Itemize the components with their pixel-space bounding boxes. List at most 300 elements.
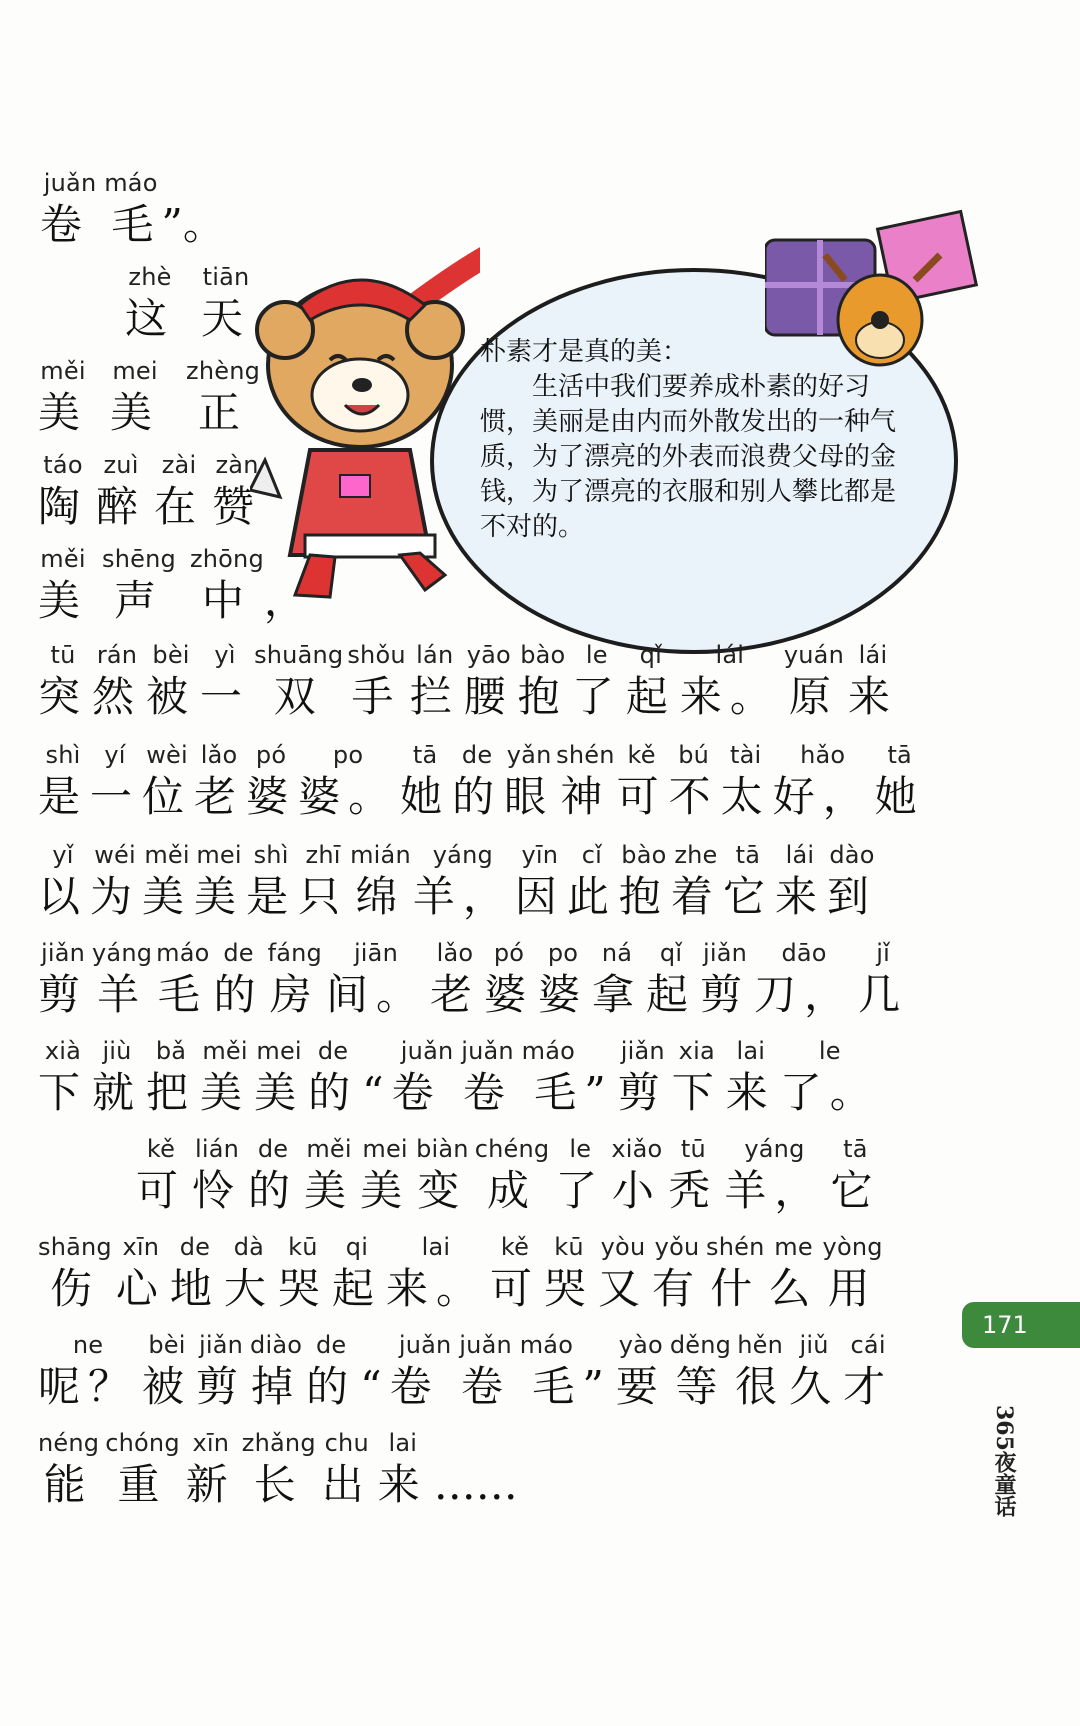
word bbox=[196, 1330, 246, 1414]
pinyin: mei bbox=[362, 1135, 408, 1163]
word bbox=[254, 1036, 304, 1120]
hanzi: 天 bbox=[201, 294, 252, 343]
hanzi: 来 bbox=[377, 1460, 428, 1509]
hanzi: 中 bbox=[201, 576, 252, 625]
word bbox=[298, 840, 348, 924]
word bbox=[125, 262, 175, 346]
pinyin: chéng bbox=[474, 1135, 550, 1163]
pinyin: lán bbox=[416, 641, 454, 669]
word bbox=[430, 938, 480, 1022]
word bbox=[154, 450, 204, 534]
pinyin: yǎn bbox=[506, 741, 552, 769]
pinyin: xia bbox=[678, 1037, 715, 1065]
hanzi: 么 bbox=[768, 1264, 819, 1313]
word bbox=[347, 640, 405, 724]
pinyin: kū bbox=[554, 1233, 584, 1261]
story-line bbox=[40, 168, 225, 252]
tip-title: 朴素才是真的美： bbox=[480, 337, 689, 367]
pinyin: tā bbox=[887, 741, 912, 769]
word bbox=[723, 840, 773, 924]
hanzi: 下 bbox=[38, 1068, 89, 1117]
word bbox=[96, 450, 146, 534]
pinyin: mei bbox=[196, 841, 242, 869]
story-line bbox=[38, 450, 262, 534]
pinyin: le bbox=[818, 1037, 841, 1065]
hanzi: 来 bbox=[848, 672, 899, 721]
pinyin: jiǎn bbox=[199, 1331, 244, 1359]
word bbox=[212, 450, 262, 534]
word bbox=[726, 1036, 776, 1120]
hanzi: 以 bbox=[38, 872, 89, 921]
pinyin: yáng bbox=[92, 939, 153, 967]
story-line bbox=[125, 262, 251, 346]
pinyin: jǐ bbox=[876, 939, 890, 967]
hanzi: 可 bbox=[616, 772, 667, 821]
word bbox=[38, 640, 88, 724]
pinyin: bào bbox=[621, 841, 667, 869]
hanzi: 的 bbox=[308, 1068, 359, 1117]
pinyin: de bbox=[461, 741, 493, 769]
hanzi: 一 bbox=[90, 772, 141, 821]
hanzi: 来 bbox=[774, 872, 825, 921]
word bbox=[626, 640, 676, 724]
word bbox=[142, 1330, 192, 1414]
pinyin: kě bbox=[627, 741, 656, 769]
word bbox=[38, 1428, 99, 1512]
word bbox=[672, 1036, 722, 1120]
pinyin: chu bbox=[324, 1429, 369, 1457]
pinyin: wèi bbox=[146, 741, 188, 769]
pinyin: shuāng bbox=[254, 641, 344, 669]
pinyin: yòu bbox=[600, 1233, 646, 1261]
word bbox=[360, 1134, 410, 1218]
hanzi: 这 bbox=[125, 294, 176, 343]
hanzi: 了。 bbox=[779, 1068, 880, 1117]
hanzi: 毛 bbox=[157, 970, 208, 1019]
hanzi: 的 bbox=[452, 772, 503, 821]
hanzi: 它 bbox=[830, 1166, 881, 1215]
word bbox=[416, 1134, 469, 1218]
pinyin: shēng bbox=[102, 545, 176, 573]
pinyin: néng bbox=[38, 1429, 100, 1457]
word bbox=[646, 938, 696, 1022]
word bbox=[556, 740, 615, 824]
hanzi: 秃 bbox=[668, 1166, 719, 1215]
word bbox=[789, 1330, 839, 1414]
hanzi: 此 bbox=[566, 872, 617, 921]
hanzi: 到 bbox=[826, 872, 877, 921]
hanzi: 正 bbox=[198, 388, 249, 437]
hanzi: 美 bbox=[110, 388, 161, 437]
hanzi: 抱 bbox=[618, 872, 669, 921]
hanzi: 剪 bbox=[38, 970, 89, 1019]
hanzi: 老 bbox=[429, 970, 480, 1019]
word bbox=[38, 1036, 88, 1120]
hanzi: 羊， bbox=[412, 872, 513, 921]
hanzi: 了 bbox=[555, 1166, 606, 1215]
word bbox=[515, 840, 565, 924]
pinyin: shén bbox=[706, 1233, 765, 1261]
word bbox=[775, 840, 825, 924]
pinyin: kū bbox=[288, 1233, 318, 1261]
hanzi: 房 bbox=[269, 970, 320, 1019]
word bbox=[572, 640, 622, 724]
word bbox=[224, 1232, 274, 1316]
word bbox=[567, 840, 617, 924]
pinyin: mei bbox=[112, 357, 158, 385]
hanzi: 太 bbox=[720, 772, 771, 821]
word bbox=[332, 1232, 382, 1316]
pinyin: qi bbox=[345, 1233, 369, 1261]
hanzi: 赞 bbox=[212, 482, 263, 531]
pinyin: pó bbox=[493, 939, 525, 967]
pinyin: yuán bbox=[783, 641, 844, 669]
hanzi: 长 bbox=[253, 1460, 304, 1509]
hanzi: 起 bbox=[625, 672, 676, 721]
hanzi: 的 bbox=[213, 970, 264, 1019]
hanzi: 心 bbox=[115, 1264, 166, 1313]
pinyin: de bbox=[315, 1331, 347, 1359]
hanzi: 羊 bbox=[97, 970, 148, 1019]
word bbox=[214, 938, 264, 1022]
hanzi: 一 bbox=[200, 672, 251, 721]
word bbox=[780, 1036, 880, 1120]
hanzi: 突 bbox=[38, 672, 89, 721]
pinyin: táo bbox=[43, 451, 83, 479]
word bbox=[555, 1134, 605, 1218]
pinyin: tū bbox=[680, 1135, 706, 1163]
word bbox=[142, 740, 192, 824]
word bbox=[544, 1232, 594, 1316]
pinyin: wéi bbox=[94, 841, 136, 869]
pinyin: cái bbox=[850, 1331, 886, 1359]
word bbox=[848, 640, 898, 724]
word bbox=[304, 1134, 354, 1218]
pinyin: zhōng bbox=[189, 545, 264, 573]
hanzi: 了 bbox=[571, 672, 622, 721]
word bbox=[194, 740, 244, 824]
pinyin: qǐ bbox=[639, 641, 662, 669]
word bbox=[538, 938, 588, 1022]
pinyin: jiǎn bbox=[40, 939, 86, 967]
tip-body: 生活中我们要养成朴素的好习惯，美丽是由内而外散发出的一种气质，为了漂亮的外表而浪费父母的金钱，为了漂亮的衣服和别人攀比都是不对的。 bbox=[480, 372, 897, 542]
story-line bbox=[38, 640, 898, 724]
word bbox=[190, 544, 264, 628]
pinyin: de bbox=[179, 1233, 211, 1261]
hanzi: 怜 bbox=[192, 1166, 243, 1215]
pinyin: lái bbox=[858, 641, 888, 669]
hanzi: 来 bbox=[725, 1068, 776, 1117]
pinyin: le bbox=[569, 1135, 592, 1163]
pinyin: cǐ bbox=[581, 841, 603, 869]
hanzi: 美 bbox=[38, 576, 89, 625]
hanzi: 的 bbox=[306, 1362, 357, 1411]
hanzi: 着 bbox=[670, 872, 721, 921]
story-line bbox=[38, 1232, 883, 1316]
word bbox=[362, 1036, 614, 1120]
hanzi: 美 bbox=[194, 872, 245, 921]
pinyin: juǎn máo bbox=[43, 169, 158, 197]
pinyin: pó bbox=[255, 741, 287, 769]
hanzi: 位 bbox=[142, 772, 193, 821]
hanzi: 婆。 bbox=[298, 772, 399, 821]
hanzi: 婆 bbox=[538, 970, 589, 1019]
pinyin: shén bbox=[556, 741, 615, 769]
hanzi: “卷 卷 毛” bbox=[360, 1362, 612, 1411]
pinyin: zài bbox=[161, 451, 197, 479]
pinyin: diào bbox=[250, 1331, 303, 1359]
word bbox=[671, 840, 721, 924]
word bbox=[619, 840, 669, 924]
word bbox=[200, 1036, 250, 1120]
word bbox=[652, 1232, 702, 1316]
hanzi: 拿 bbox=[592, 970, 643, 1019]
pinyin: shǒu bbox=[347, 641, 406, 669]
page-number: 171 bbox=[982, 1311, 1028, 1339]
word bbox=[616, 1330, 666, 1414]
word bbox=[668, 1134, 718, 1218]
word bbox=[246, 740, 296, 824]
pinyin: yòng bbox=[822, 1233, 883, 1261]
hanzi: 可 bbox=[489, 1264, 540, 1313]
hanzi: 是 bbox=[38, 772, 89, 821]
hanzi: 重 bbox=[117, 1460, 168, 1509]
hanzi: 剪 bbox=[700, 970, 751, 1019]
word bbox=[136, 1134, 186, 1218]
hanzi: 把 bbox=[146, 1068, 197, 1117]
pinyin: tiān bbox=[202, 263, 250, 291]
pinyin: po bbox=[332, 741, 364, 769]
pinyin: yáng bbox=[744, 1135, 805, 1163]
word bbox=[518, 640, 568, 724]
story-line bbox=[38, 1428, 518, 1512]
pinyin: dà bbox=[233, 1233, 265, 1261]
hanzi: 才 bbox=[843, 1362, 894, 1411]
hanzi: 有 bbox=[652, 1264, 703, 1313]
hanzi: 神 bbox=[560, 772, 611, 821]
hanzi: 地 bbox=[169, 1264, 220, 1313]
pinyin: de bbox=[223, 939, 254, 967]
pinyin: xià bbox=[44, 1037, 82, 1065]
pinyin: yì bbox=[214, 641, 236, 669]
hanzi: 刀， bbox=[754, 970, 855, 1019]
hanzi: 好， bbox=[772, 772, 873, 821]
word bbox=[192, 1134, 242, 1218]
word bbox=[326, 938, 426, 1022]
word bbox=[592, 938, 642, 1022]
hanzi: 起 bbox=[331, 1264, 382, 1313]
hanzi: 剪 bbox=[196, 1362, 247, 1411]
word bbox=[146, 640, 196, 724]
hanzi: 只 bbox=[298, 872, 349, 921]
pinyin: měi bbox=[40, 545, 86, 573]
ellipsis: …… bbox=[433, 1460, 518, 1509]
punctuation: ， bbox=[263, 576, 306, 625]
hanzi: 原 bbox=[788, 672, 839, 721]
pinyin: shì bbox=[253, 841, 289, 869]
pinyin: zhèng bbox=[186, 357, 261, 385]
hanzi: 等 bbox=[675, 1362, 726, 1411]
hanzi: 用 bbox=[827, 1264, 878, 1313]
word bbox=[38, 740, 88, 824]
word bbox=[680, 640, 780, 724]
word bbox=[724, 1134, 824, 1218]
word bbox=[38, 544, 88, 628]
hanzi: 不 bbox=[668, 772, 719, 821]
pinyin: mián bbox=[350, 841, 411, 869]
hanzi: 呢？ bbox=[38, 1362, 139, 1411]
pinyin: ná bbox=[601, 939, 633, 967]
pinyin: yáng bbox=[432, 841, 493, 869]
pinyin: xīn bbox=[192, 1429, 230, 1457]
gift-reindeer-illustration bbox=[765, 200, 980, 395]
word bbox=[754, 938, 854, 1022]
pinyin: biàn bbox=[416, 1135, 469, 1163]
pinyin: tā bbox=[843, 1135, 868, 1163]
hanzi: 她 bbox=[874, 772, 925, 821]
story-line bbox=[38, 544, 306, 628]
hanzi: 哭 bbox=[543, 1264, 594, 1313]
hanzi: 掉 bbox=[251, 1362, 302, 1411]
pinyin: hǎo bbox=[800, 741, 846, 769]
word bbox=[242, 1428, 316, 1512]
word bbox=[360, 1330, 612, 1414]
word bbox=[617, 740, 667, 824]
pinyin: lai bbox=[736, 1037, 766, 1065]
hanzi: 然 bbox=[92, 672, 143, 721]
word bbox=[700, 938, 750, 1022]
word bbox=[618, 1036, 668, 1120]
word bbox=[38, 938, 88, 1022]
pinyin: dāo bbox=[781, 939, 827, 967]
pinyin: dào bbox=[829, 841, 875, 869]
word bbox=[784, 640, 844, 724]
word bbox=[410, 640, 460, 724]
pinyin: tài bbox=[729, 741, 762, 769]
story-line bbox=[136, 1134, 880, 1218]
page-number-tab bbox=[962, 1302, 1080, 1348]
pinyin: po bbox=[547, 939, 579, 967]
hanzi: “卷 卷 毛” bbox=[362, 1068, 614, 1117]
pinyin: shāng bbox=[38, 1233, 112, 1261]
hanzi: 羊， bbox=[724, 1166, 825, 1215]
pinyin: lái bbox=[785, 841, 815, 869]
word bbox=[201, 262, 251, 346]
hanzi: 伤 bbox=[49, 1264, 100, 1313]
pinyin: de bbox=[317, 1037, 349, 1065]
pinyin: yí bbox=[104, 741, 126, 769]
word bbox=[116, 1232, 166, 1316]
pinyin: měi bbox=[202, 1037, 248, 1065]
word bbox=[268, 938, 322, 1022]
hanzi: 美 bbox=[360, 1166, 411, 1215]
hanzi: 哭 bbox=[277, 1264, 328, 1313]
word bbox=[322, 1428, 372, 1512]
pinyin: bú bbox=[678, 741, 710, 769]
word bbox=[170, 1232, 220, 1316]
pinyin: me bbox=[774, 1233, 813, 1261]
hanzi: 起 bbox=[646, 970, 697, 1019]
hanzi: 被 bbox=[146, 672, 197, 721]
word bbox=[400, 740, 450, 824]
word bbox=[706, 1232, 765, 1316]
word bbox=[378, 1428, 428, 1512]
word bbox=[308, 1036, 358, 1120]
story-line bbox=[38, 740, 925, 824]
hanzi: 来。 bbox=[385, 1264, 486, 1313]
pinyin: lai bbox=[421, 1233, 451, 1261]
book-title: 365夜童话 bbox=[991, 1405, 1017, 1517]
word bbox=[246, 840, 296, 924]
hanzi: 什 bbox=[710, 1264, 761, 1313]
pinyin: jiù bbox=[102, 1037, 132, 1065]
pinyin: lián bbox=[194, 1135, 240, 1163]
pinyin: juǎn juǎn máo bbox=[398, 1331, 574, 1359]
story-line bbox=[38, 356, 260, 440]
pinyin: yīn bbox=[521, 841, 559, 869]
pinyin: xīn bbox=[122, 1233, 160, 1261]
hanzi: 老 bbox=[194, 772, 245, 821]
pinyin: bào bbox=[520, 641, 566, 669]
word bbox=[386, 1232, 486, 1316]
word bbox=[200, 640, 250, 724]
pinyin: zhǎng bbox=[241, 1429, 316, 1457]
hanzi: 腰 bbox=[463, 672, 514, 721]
pinyin: tā bbox=[412, 741, 438, 769]
word bbox=[306, 1330, 356, 1414]
hanzi: 很 bbox=[735, 1362, 786, 1411]
word bbox=[278, 1232, 328, 1316]
hanzi: 它 bbox=[722, 872, 773, 921]
pinyin: de bbox=[257, 1135, 289, 1163]
hanzi: 新 bbox=[185, 1460, 236, 1509]
pinyin: zhī bbox=[305, 841, 341, 869]
hanzi: 声 bbox=[113, 576, 164, 625]
hanzi: 就 bbox=[92, 1068, 143, 1117]
pinyin: hěn bbox=[737, 1331, 783, 1359]
word bbox=[186, 1428, 236, 1512]
pinyin: le bbox=[585, 641, 608, 669]
word bbox=[843, 1330, 893, 1414]
word bbox=[669, 740, 719, 824]
hanzi: 双 bbox=[273, 672, 324, 721]
word bbox=[670, 1330, 731, 1414]
word bbox=[827, 840, 877, 924]
pinyin: mei bbox=[256, 1037, 302, 1065]
hanzi: 抱 bbox=[517, 672, 568, 721]
word bbox=[598, 1232, 648, 1316]
pinyin: měi bbox=[306, 1135, 352, 1163]
hanzi: 卷 毛 bbox=[40, 200, 162, 249]
word bbox=[156, 938, 209, 1022]
word bbox=[611, 1134, 662, 1218]
word bbox=[504, 740, 554, 824]
hanzi: 的 bbox=[248, 1166, 299, 1215]
word bbox=[105, 1428, 180, 1512]
word bbox=[452, 740, 502, 824]
pinyin: bèi bbox=[148, 1331, 186, 1359]
pinyin: juǎn juǎn máo bbox=[400, 1037, 576, 1065]
hanzi: 小 bbox=[611, 1166, 662, 1215]
hanzi: 绵 bbox=[355, 872, 406, 921]
pinyin: jiǎn bbox=[620, 1037, 665, 1065]
word bbox=[464, 640, 514, 724]
pinyin: tā bbox=[735, 841, 761, 869]
hanzi: 变 bbox=[417, 1166, 468, 1215]
story-line bbox=[38, 840, 877, 924]
word bbox=[475, 1134, 550, 1218]
hanzi: 成 bbox=[487, 1166, 538, 1215]
